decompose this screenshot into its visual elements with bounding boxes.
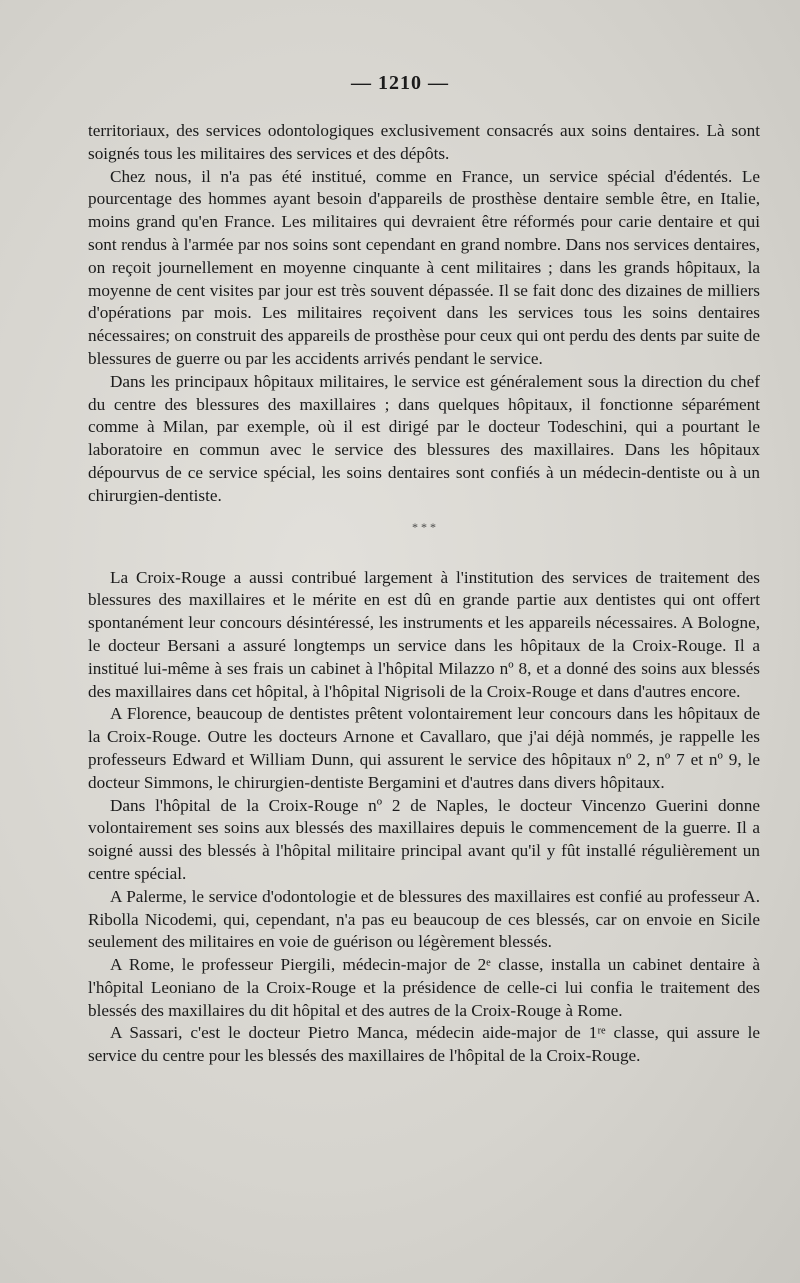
paragraph: Dans l'hôpital de la Croix-Rouge nº 2 de Naples, le docteur Vincenzo Guerini donne volontairement ses soins aux blessés des maxillaires depuis le commencement de la guerre. Il a soigné aussi des blessés à l'hôpital militaire principal avant qu'il y fût installé régulièrement un centre spécial. (88, 795, 760, 883)
paragraph: territoriaux, des services odontologiques exclusivement consacrés aux soins dentaires. Là sont soignés tous les militaires des services et des dépôts. (88, 121, 760, 163)
paragraph: A Palerme, le service d'odontologie et de blessures des maxillaires est confié au professeur A. Ribolla Nicodemi, qui, cependant, n'a pas eu beaucoup de ces blessés, car on envoie en Sicile seulement des militaires en voie de guérison ou légèrement blessés. (88, 886, 760, 952)
page-number: — 1210 — (351, 72, 449, 94)
paragraph: A Sassari, c'est le docteur Pietro Manca, médecin aide-major de 1ʳᵉ classe, qui assure le service du centre pour les blessés des maxillaires de l'hôpital de la Croix-Rouge. (88, 1023, 760, 1066)
paragraph: La Croix-Rouge a aussi contribué largement à l'institution des services de traitement des blessures des maxillaires et le mérite en est dû en grande partie aux dentistes qui ont offert spontanément leur concours désintéressé, les instruments et les appareils nécessaires. A Bologne, le docteur Bersani a assuré longtemps un service dans les hôpitaux de la Croix-Rouge. Il a institué lui-même à ses frais un cabinet à l'hôpital Milazzo nº 8, et a donné des soins aux blessés des maxillaires dans cet hôpital, à l'hôpital Nigrisoli de la Croix-Rouge et dans d'autres encore. (88, 567, 760, 701)
paragraph: A Florence, beaucoup de dentistes prêtent volontairement leur concours dans les hôpitaux de la Croix-Rouge. Outre les docteurs Arnone et Cavallaro, que j'ai déjà nommés, je rappelle les professeurs Edward et William Dunn, qui assurent le service des hôpitaux nº 2, nº 7 et nº 9, le docteur Simmons, le chirurgien-dentiste Bergamini et d'autres dans divers hôpitaux. (88, 704, 760, 792)
paragraph: Chez nous, il n'a pas été institué, comme en France, un service spécial d'édentés. Le pourcentage des hommes ayant besoin d'appareils de prosthèse dentaire semble être, en Italie, moins grand qu'en France. Les militaires qui devraient être réformés pour carie dentaire et qui sont rendus à l'armée par nos soins sont cependant en grand nombre. Dans nos services dentaires, on reçoit journellement en moyenne cinquante à cent militaires ; dans les grands hôpitaux, la moyenne de cent visites par jour est très souvent dépassée. Il se fait donc des dizaines de milliers d'opérations par mois. Les militaires reçoivent dans les services tous les soins dentaires nécessaires; on construit des appareils de prosthèse pour ceux qui ont perdu des dents par suite de blessures de guerre ou par les accidents arrivés pendant le service. (88, 166, 760, 368)
paragraph: Dans les principaux hôpitaux militaires, le service est généralement sous la direction du chef du centre des blessures des maxillaires ; dans quelques hôpitaux, il fonctionne séparément comme à Milan, par exemple, où il est dirigé par le docteur Todeschini, qui a pourtant le laboratoire en commun avec le service des blessures des maxillaires. Dans les hôpitaux dépourvus de ce service spécial, les soins dentaires sont confiés à un médecin-dentiste ou à un chirurgien-dentiste. (88, 371, 760, 505)
section-separator: * * * (412, 519, 436, 534)
body-text (88, 120, 760, 1068)
paragraph: A Rome, le professeur Piergili, médecin-major de 2ᵉ classe, installa un cabinet dentaire à l'hôpital Leoniano de la Croix-Rouge et la présidence de celle-ci lui confia le traitement des blessés des maxillaires du dit hôpital et des autres de la Croix-Rouge à Rome. (88, 955, 760, 1020)
